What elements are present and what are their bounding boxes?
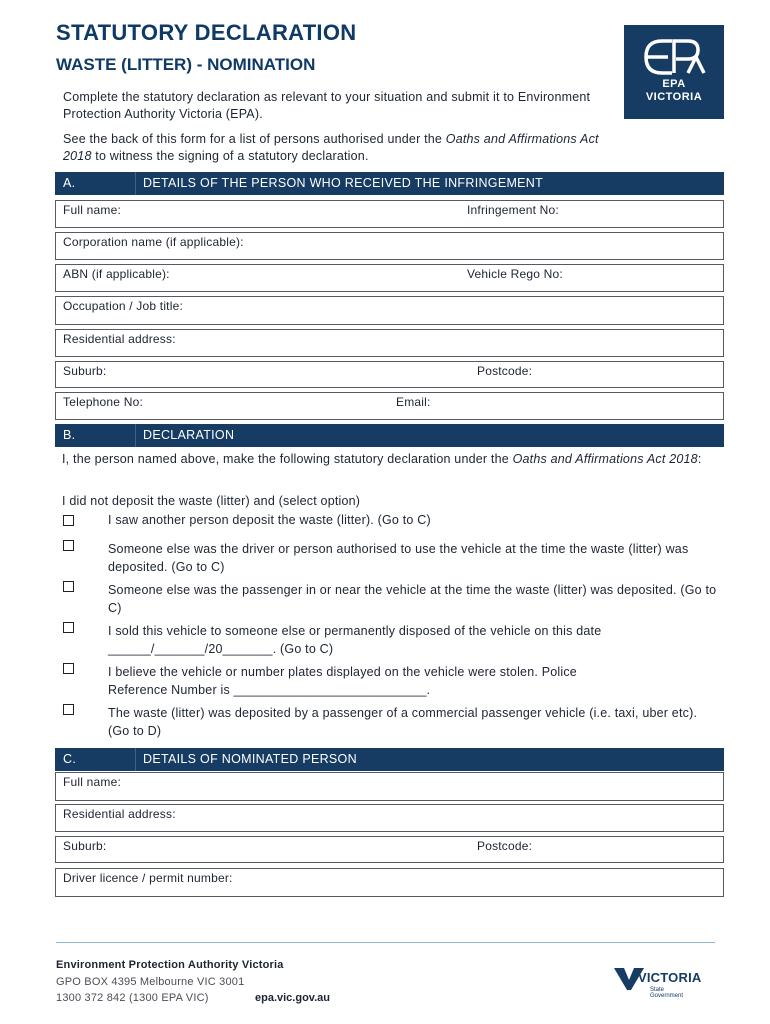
option-6-checkbox[interactable]	[63, 704, 74, 715]
suburb-field[interactable]	[55, 361, 724, 388]
option-4-checkbox[interactable]	[63, 622, 74, 633]
nominee-licence-field[interactable]	[55, 868, 724, 897]
section-letter: C.	[63, 752, 77, 766]
vehicle-rego-label: Vehicle Rego No:	[467, 267, 563, 281]
option-3-text: Someone else was the passenger in or near the vehicle at the time the waste (litter) was deposited. (Go to C)	[108, 583, 717, 615]
header-divider	[135, 172, 136, 195]
nominee-full-name-field[interactable]	[55, 772, 724, 801]
section-b-header	[55, 424, 724, 447]
nominee-suburb-field[interactable]	[55, 836, 724, 863]
declaration-intro	[62, 451, 712, 468]
epa-logo-mark-icon	[642, 37, 706, 77]
option-2-checkbox[interactable]	[63, 540, 74, 551]
abn-field[interactable]	[55, 264, 724, 292]
corporation-name-field[interactable]	[55, 232, 724, 260]
residential-address-label: Residential address:	[63, 332, 176, 346]
option-2-text: Someone else was the driver or person authorised to use the vehicle at the time the waste (litter) was deposited. (Go to C)	[108, 542, 689, 574]
victoria-logo-sub-state: State	[650, 987, 665, 993]
section-letter: B.	[63, 428, 76, 442]
header-divider	[135, 748, 136, 771]
footer-divider	[56, 942, 715, 943]
footer-organisation: Environment Protection Authority Victoria	[56, 959, 284, 971]
infringement-no-label: Infringement No:	[467, 203, 559, 217]
nominee-full-name-label: Full name:	[63, 775, 122, 789]
intro-paragraph-1: Complete the statutory declaration as relevant to your situation and submit it to Environment Protection Authority Victoria (EPA).	[63, 90, 591, 121]
section-c-header	[55, 748, 724, 771]
nominee-residential-address-field[interactable]	[55, 804, 724, 832]
option-5-line-1: I believe the vehicle or number plates displayed on the vehicle were stolen. Police	[108, 665, 577, 679]
option-4-text	[108, 622, 720, 658]
epa-logo-text-victoria: VICTORIA	[645, 91, 703, 103]
intro-paragraph-2	[63, 131, 623, 165]
footer-address: GPO BOX 4395 Melbourne VIC 3001	[56, 976, 245, 988]
epa-logo	[624, 25, 724, 119]
option-6-text: The waste (litter) was deposited by a passenger of a commercial passenger vehicle (i.e. taxi, uber etc). (Go to D)	[108, 706, 698, 738]
option-5-checkbox[interactable]	[63, 663, 74, 674]
option-1-text: I saw another person deposit the waste (litter). (Go to C)	[108, 513, 431, 527]
section-letter: A.	[63, 176, 76, 190]
option-4-date-blank: ______/_______/20_______. (Go to C)	[108, 642, 334, 656]
page-title: STATUTORY DECLARATION	[56, 20, 357, 45]
option-1-checkbox[interactable]	[63, 515, 74, 526]
occupation-label: Occupation / Job title:	[63, 299, 183, 313]
occupation-field[interactable]	[55, 296, 724, 325]
epa-logo-text-epa: EPA	[662, 78, 686, 90]
section-title: DETAILS OF NOMINATED PERSON	[143, 752, 357, 766]
postcode-label: Postcode:	[477, 364, 533, 378]
nominee-suburb-label: Suburb:	[63, 839, 107, 853]
option-5-text	[108, 663, 720, 699]
telephone-field[interactable]	[55, 392, 724, 420]
act-name: Oaths and Affirmations Act 2018	[512, 452, 698, 466]
page-subtitle: WASTE (LITTER) - NOMINATION	[56, 55, 316, 74]
declaration-lead: I did not deposit the waste (litter) and (select option)	[62, 494, 361, 508]
nominee-residential-address-label: Residential address:	[63, 807, 176, 821]
footer-website-link[interactable]: epa.vic.gov.au	[255, 992, 330, 1004]
section-title: DETAILS OF THE PERSON WHO RECEIVED THE INFRINGEMENT	[143, 176, 544, 190]
act-name: Oaths and Affirmations Act 2018	[63, 132, 599, 163]
option-3-checkbox[interactable]	[63, 581, 74, 592]
section-a-header	[55, 172, 724, 195]
declaration-text-end: :	[697, 452, 702, 466]
intro-text: See the back of this form for a list of persons authorised under the	[63, 132, 446, 146]
nominee-licence-label: Driver licence / permit number:	[63, 871, 233, 885]
option-5-police-ref-blank: Reference Number is ___________________________.	[108, 683, 431, 697]
section-title: DECLARATION	[143, 428, 235, 442]
residential-address-field[interactable]	[55, 329, 724, 357]
victoria-state-government-logo	[612, 960, 702, 1002]
nominee-postcode-label: Postcode:	[477, 839, 533, 853]
footer-phone: 1300 372 842 (1300 EPA VIC)	[56, 992, 209, 1004]
victoria-logo-text: VICTORIA	[638, 970, 702, 985]
option-4-line-1: I sold this vehicle to someone else or permanently disposed of the vehicle on this date	[108, 624, 602, 638]
declaration-text: I, the person named above, make the following statutory declaration under the	[62, 452, 513, 466]
email-label: Email:	[396, 395, 431, 409]
intro-text-end: to witness the signing of a statutory declaration.	[91, 149, 369, 163]
telephone-label: Telephone No:	[63, 395, 143, 409]
abn-label: ABN (if applicable):	[63, 267, 170, 281]
header-divider	[135, 424, 136, 447]
full-name-field[interactable]	[55, 200, 724, 228]
victoria-logo-sub-government: Government	[650, 993, 684, 999]
full-name-label: Full name:	[63, 203, 122, 217]
corporation-name-label: Corporation name (if applicable):	[63, 235, 244, 249]
suburb-label: Suburb:	[63, 364, 107, 378]
